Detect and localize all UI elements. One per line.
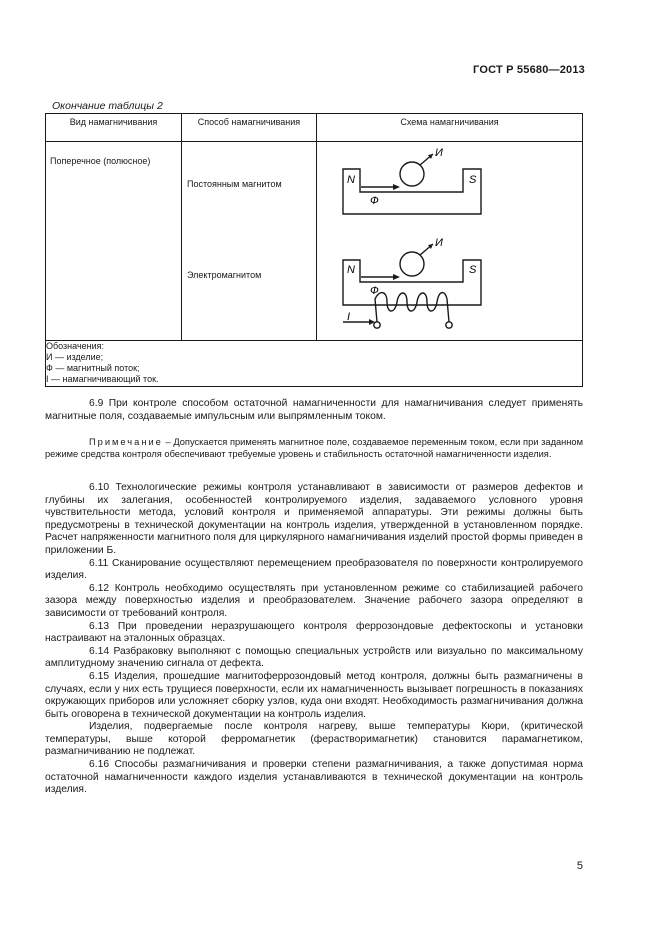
paragraph-6-15: 6.15 Изделия, прошедшие магнитоферрозондовый метод контроля, должны быть размагничены в случаях, если у них есть трущиеся поверхности, если их намагниченность вызывает погрешность в показаниях окружающих приборов или усложняет сборку узлов, куда они входят. Необходимость размагничивания должна быть оговорена в технической документации на контроль изделия. (45, 670, 583, 720)
note-label: Примечание (89, 437, 163, 447)
method-permanent-magnet: Постоянным магнитом (186, 179, 282, 189)
method-electromagnet: Электромагнитом (186, 270, 262, 280)
label-flux: Ф (370, 285, 379, 297)
type-cell (46, 142, 182, 341)
table-header-row (46, 114, 583, 142)
paragraph-6-15-continued: Изделия, подвергаемые после контроля нагреву, выше температуры Кюри, (критической температуры, выше которой ферромагнетик (ферастворимагнетик) становится парамагнетиком, размагничиванию не подлежат. (45, 721, 583, 758)
label-south: S (469, 174, 477, 186)
label-north: N (347, 264, 355, 276)
electromagnet-yoke (343, 260, 481, 305)
terminal-left (374, 322, 380, 328)
standard-number: ГОСТ Р 55680—2013 (473, 64, 585, 76)
column-header-type: Вид намагничивания (46, 114, 182, 142)
legend-line: I — намагничивающий ток. (46, 374, 159, 384)
table-caption: Окончание таблицы 2 (52, 100, 163, 112)
note-block (45, 436, 583, 460)
label-item: И (435, 237, 443, 249)
label-current: I (347, 311, 351, 323)
terminal-right (446, 322, 452, 328)
scheme-cell (317, 142, 583, 341)
label-north: N (347, 174, 355, 186)
coil (375, 293, 447, 311)
legend-title: Обозначения: (46, 341, 105, 351)
paragraph-6-14: 6.14 Разбраковку выполняют с помощью специальных устройств или визуально по максимальному амплитудному значению сигнала от дефекта. (45, 645, 583, 670)
note-paragraph (45, 436, 583, 460)
method-cell (181, 142, 316, 341)
paragraph-6-10: 6.10 Технологические режимы контроля устанавливают в зависимости от размеров дефектов и глубины их залегания, особенностей контролируемого изделия, задаваемого условного уровня чувствительности метода, условий контроля и применяемой аппаратуры. Эти режимы должны быть предусмотрены в технической документации на контроль изделия, утвержденной в установленном порядке. Расчет напряженности магнитного поля для циркулярного намагничивания изделий простой формы приведен в приложении Б. (45, 482, 583, 556)
column-header-method: Способ намагничивания (181, 114, 316, 142)
wire-right (447, 299, 449, 322)
paragraph-6-12: 6.12 Контроль необходимо осуществлять при установленном режиме со стабилизацией рабочего зазора между поверхностью изделия и преобразователем. Значение рабочего зазора определяют в зависимости от требований контроля. (45, 582, 583, 619)
label-item: И (435, 147, 443, 159)
section-6-9 (45, 398, 583, 423)
note-text: – Допускается применять магнитное поле, создаваемое переменным током, если при заданном режиме средства контроля обеспечивают требуемые уровень и стабильность остаточной намагниченности изделия. (45, 437, 583, 459)
legend-row (46, 341, 583, 387)
paragraph-6-16: 6.16 Способы размагничивания и проверки степени размагничивания, а также допустимая норма остаточной намагниченности каждого изделия устанавливаются в технической документации на контроль изделия. (45, 759, 583, 796)
magnetization-table (45, 113, 583, 387)
paragraph-6-11: 6.11 Сканирование осуществляют перемещением преобразователя по поверхности контролируемого изделия. (45, 557, 583, 582)
legend-cell (46, 341, 583, 387)
type-label: Поперечное (полюсное) (50, 156, 151, 166)
page-number: 5 (576, 860, 583, 872)
wire-left (375, 299, 377, 322)
table-row (46, 142, 583, 341)
item-circle (400, 162, 424, 186)
label-south: S (469, 264, 477, 276)
arrowhead (393, 274, 400, 280)
permanent-magnet-yoke (343, 169, 481, 214)
main-text (45, 482, 583, 797)
label-flux: Ф (370, 195, 379, 207)
arrowhead (393, 184, 400, 190)
magnetization-schemes (317, 142, 582, 338)
legend-line: Ф — магнитный поток; (46, 363, 140, 373)
item-circle (400, 252, 424, 276)
legend-line: И — изделие; (46, 352, 104, 362)
paragraph-6-9: 6.9 При контроле способом остаточной намагниченности для намагничивания следует применять магнитные поля, создаваемые импульсным или выпрямленным током. (45, 398, 583, 422)
paragraph-6-13: 6.13 При проведении неразрушающего контроля феррозондовые дефектоскопы и установки настраивают на эталонных образцах. (45, 620, 583, 645)
column-header-scheme: Схема намагничивания (317, 114, 583, 142)
